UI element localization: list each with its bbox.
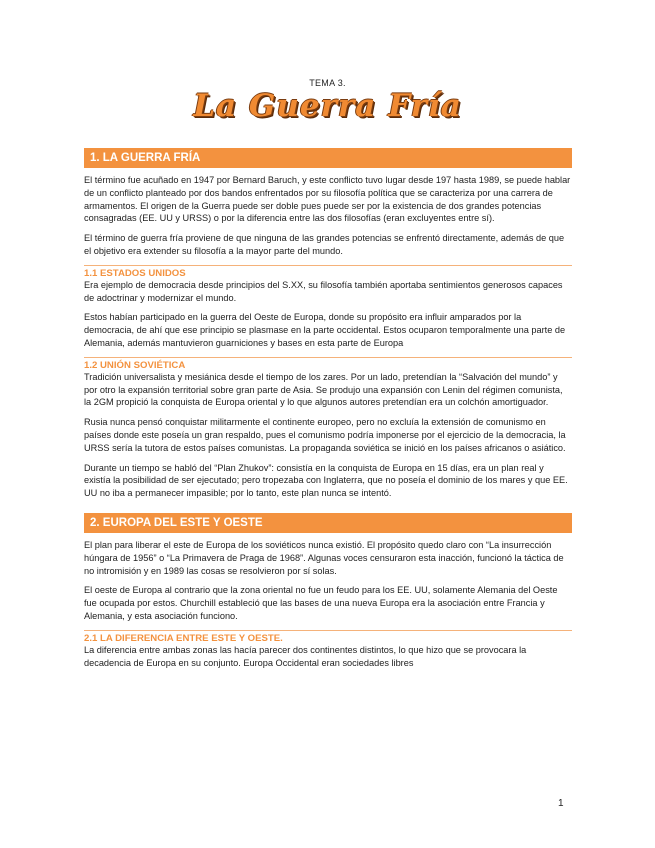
subsection-heading-estados-unidos: 1.1 ESTADOS UNIDOS: [84, 265, 572, 279]
paragraph: El término fue acuñado en 1947 por Bernard Baruch, y este conflicto tuvo lugar desde 197 hasta 1989, se puede hablar de un conflicto planteado por dos bandos enfrentados por su filosofía política que se caracteriza por una carrera de armamentos. El origen de la Guerra puede ser doble pues puede ser por la existencia de dos grandes potencias consagradas (EE. UU y URSS) o por la diferencia entre las dos filosofías (eran excluyentes entre sí).: [84, 175, 571, 224]
document-body: [84, 148, 572, 676]
section-heading-guerra-fria: 1. LA GUERRA FRÍA: [84, 148, 572, 168]
paragraph: Estos habían participado en la guerra del Oeste de Europa, donde su propósito era influir amparados por la democracia, de ahí que ese principio se plasmase en la parte occidental. Estos ocuparon temporalmente una parte de Alemania, además mantuvieron guarniciones y bases en esta parte de Europa: [84, 312, 566, 348]
paragraph: Tradición universalista y mesiánica desde el tiempo de los zares. Por un lado, pretendían la “Salvación del mundo” y por otro la expansión territorial sobre gran parte de Asia. Se produjo una expansión con Lenin del régimen comunista, la 2GM propició la conquista de Europa oriental y lo que algunos autores pretendían era un colchón amortiguador.: [84, 371, 563, 408]
subsection-heading-diferencia: 2.1 LA DIFERENCIA ENTRE ESTE Y OESTE.: [84, 630, 572, 644]
paragraph: La diferencia entre ambas zonas las hacía parecer dos continentes distintos, lo que hizo que se provocara la decadencia de Europa en su conjunto. Europa Occidental eran sociedades libres: [84, 644, 527, 668]
paragraph: Durante un tiempo se habló del “Plan Zhukov”: consistía en la conquista de Europa en 15 días, era un plan real y existía la posibilidad de ser ejecutado; pero tropezaba con Inglaterra, que no poseía el dominio de los mares y que EE. UU no iba a permanecer impasible; por lo tanto, este plan nunca se intentó.: [84, 462, 568, 499]
paragraph: Era ejemplo de democracia desde principios del S.XX, su filosofía también aportaba sentimientos generosos capaces de adoctrinar y modernizar el mundo.: [84, 279, 563, 303]
topic-label: TEMA 3.: [309, 78, 346, 88]
page-number: 1: [558, 798, 564, 809]
paragraph: El plan para liberar el este de Europa de los soviéticos nunca existió. El propósito quedo claro con “La insurrección húngara de 1956” o “La Primavera de Praga de 1968”. Algunas voces censuraron esta inacción, funcionó la táctica de no intromisión y en 1989 las cosas se resolvieron por sí solas.: [84, 539, 564, 576]
paragraph: El término de guerra fría proviene de que ninguna de las grandes potencias se enfrentó directamente, además de que el objetivo era extender su filosofía a la mayor parte del mundo.: [84, 233, 565, 256]
section-heading-europa-este-oeste: 2. EUROPA DEL ESTE Y OESTE: [84, 513, 572, 533]
document-title: La Guerra Fría: [193, 88, 462, 124]
subsection-heading-union-sovietica: 1.2 UNIÓN SOVIÉTICA: [84, 357, 572, 371]
paragraph: Rusia nunca pensó conquistar militarmente el continente europeo, pero no excluía la extensión de comunismo en países donde este poseía un gran respaldo, pues el comunismo podría imponerse por el ejercicio de la democracia, la URSS sería la tutora de estos países comunistas. La propaganda soviética se inició en los países africanos o asiático.: [84, 417, 566, 453]
paragraph: El oeste de Europa al contrario que la zona oriental no fue un feudo para los EE. UU, solamente Alemania del Oeste fue ocupada por estos. Churchill estableció que las bases de una nueva Europa era la asociación entre Francia y Alemania, y esta asociación funciono.: [84, 585, 558, 621]
